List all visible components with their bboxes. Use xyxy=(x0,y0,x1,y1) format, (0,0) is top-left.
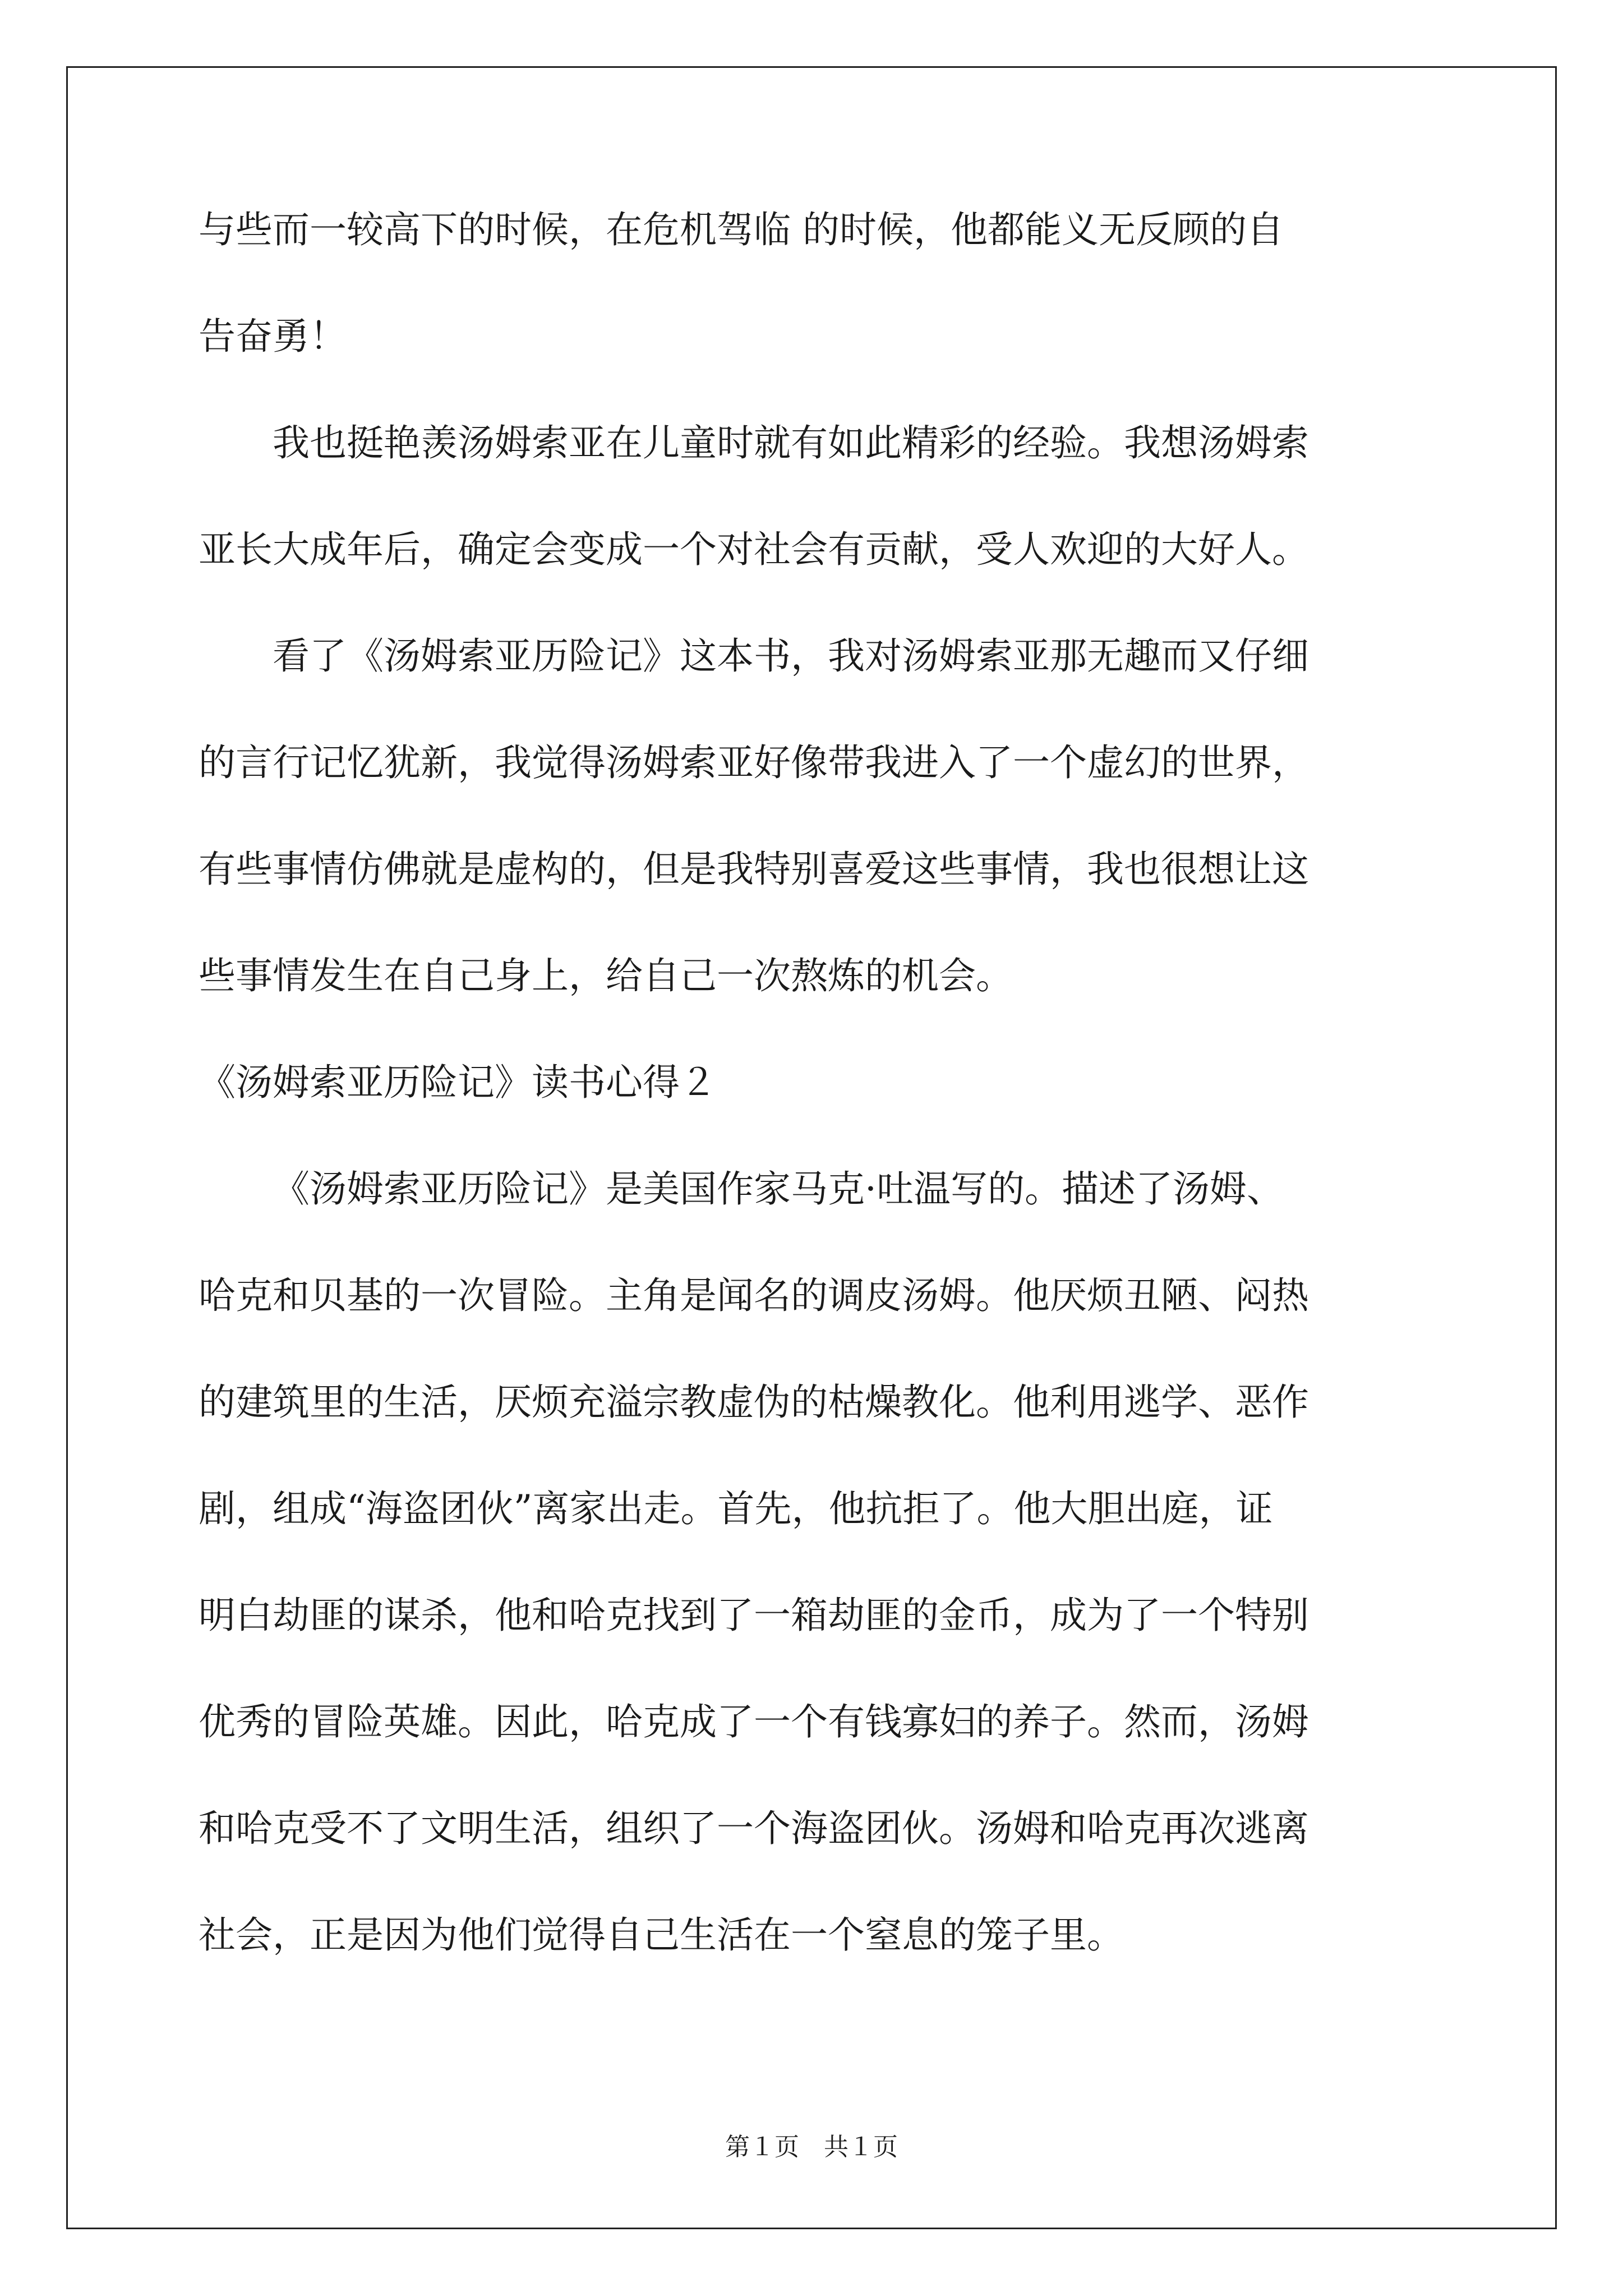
text-line: 社会，正是因为他们觉得自己生活在一个窒息的笼子里。 xyxy=(199,1913,1124,1957)
text-line: 与些而一较高下的时候，在危机驾临 的时候，他都能义无反顾的自 xyxy=(199,208,1284,251)
text-line: 和哈克受不了文明生活，组织了一个海盗团伙。汤姆和哈克再次逃离 xyxy=(199,1807,1309,1850)
paragraph-start: 《汤姆索亚历险记》是美国作家马克·吐温写的。描述了汤姆、 xyxy=(273,1167,1284,1211)
section-heading: 《汤姆索亚历险记》读书心得２ xyxy=(199,1061,717,1104)
paragraph-start: 看了《汤姆索亚历险记》这本书，我对汤姆索亚那无趣而又仔细 xyxy=(273,634,1309,678)
text-line: 亚长大成年后，确定会变成一个对社会有贡献，受人欢迎的大好人。 xyxy=(199,528,1309,571)
text-line: 优秀的冒险英雄。因此，哈克成了一个有钱寡妇的养子。然而，汤姆 xyxy=(199,1700,1309,1743)
text-line: 哈克和贝基的一次冒险。主角是闻名的调皮汤姆。他厌烦丑陋、闷热 xyxy=(199,1274,1309,1317)
text-line: 的建筑里的生活，厌烦充溢宗教虚伪的枯燥教化。他利用逃学、恶作 xyxy=(199,1381,1309,1424)
text-line: 明白劫匪的谋杀，他和哈克找到了一箱劫匪的金币，成为了一个特别 xyxy=(199,1594,1309,1637)
text-line: 剧，组成“海盗团伙”离家出走。首先，他抗拒了。他大胆出庭，证 xyxy=(199,1487,1273,1530)
text-line: 的言行记忆犹新，我觉得汤姆索亚好像带我进入了一个虚幻的世界， xyxy=(199,741,1309,784)
text-line: 些事情发生在自己身上，给自己一次熬炼的机会。 xyxy=(199,954,1013,997)
page-border xyxy=(66,66,1557,2229)
text-line: 有些事情仿佛就是虚构的，但是我特别喜爱这些事情，我也很想让这 xyxy=(199,848,1309,891)
page-number-footer: 第１页 共１页 xyxy=(725,2133,898,2161)
text-line: 告奋勇！ xyxy=(199,315,347,358)
paragraph-start: 我也挺艳羡汤姆索亚在儿童时就有如此精彩的经验。我想汤姆索 xyxy=(273,421,1309,464)
